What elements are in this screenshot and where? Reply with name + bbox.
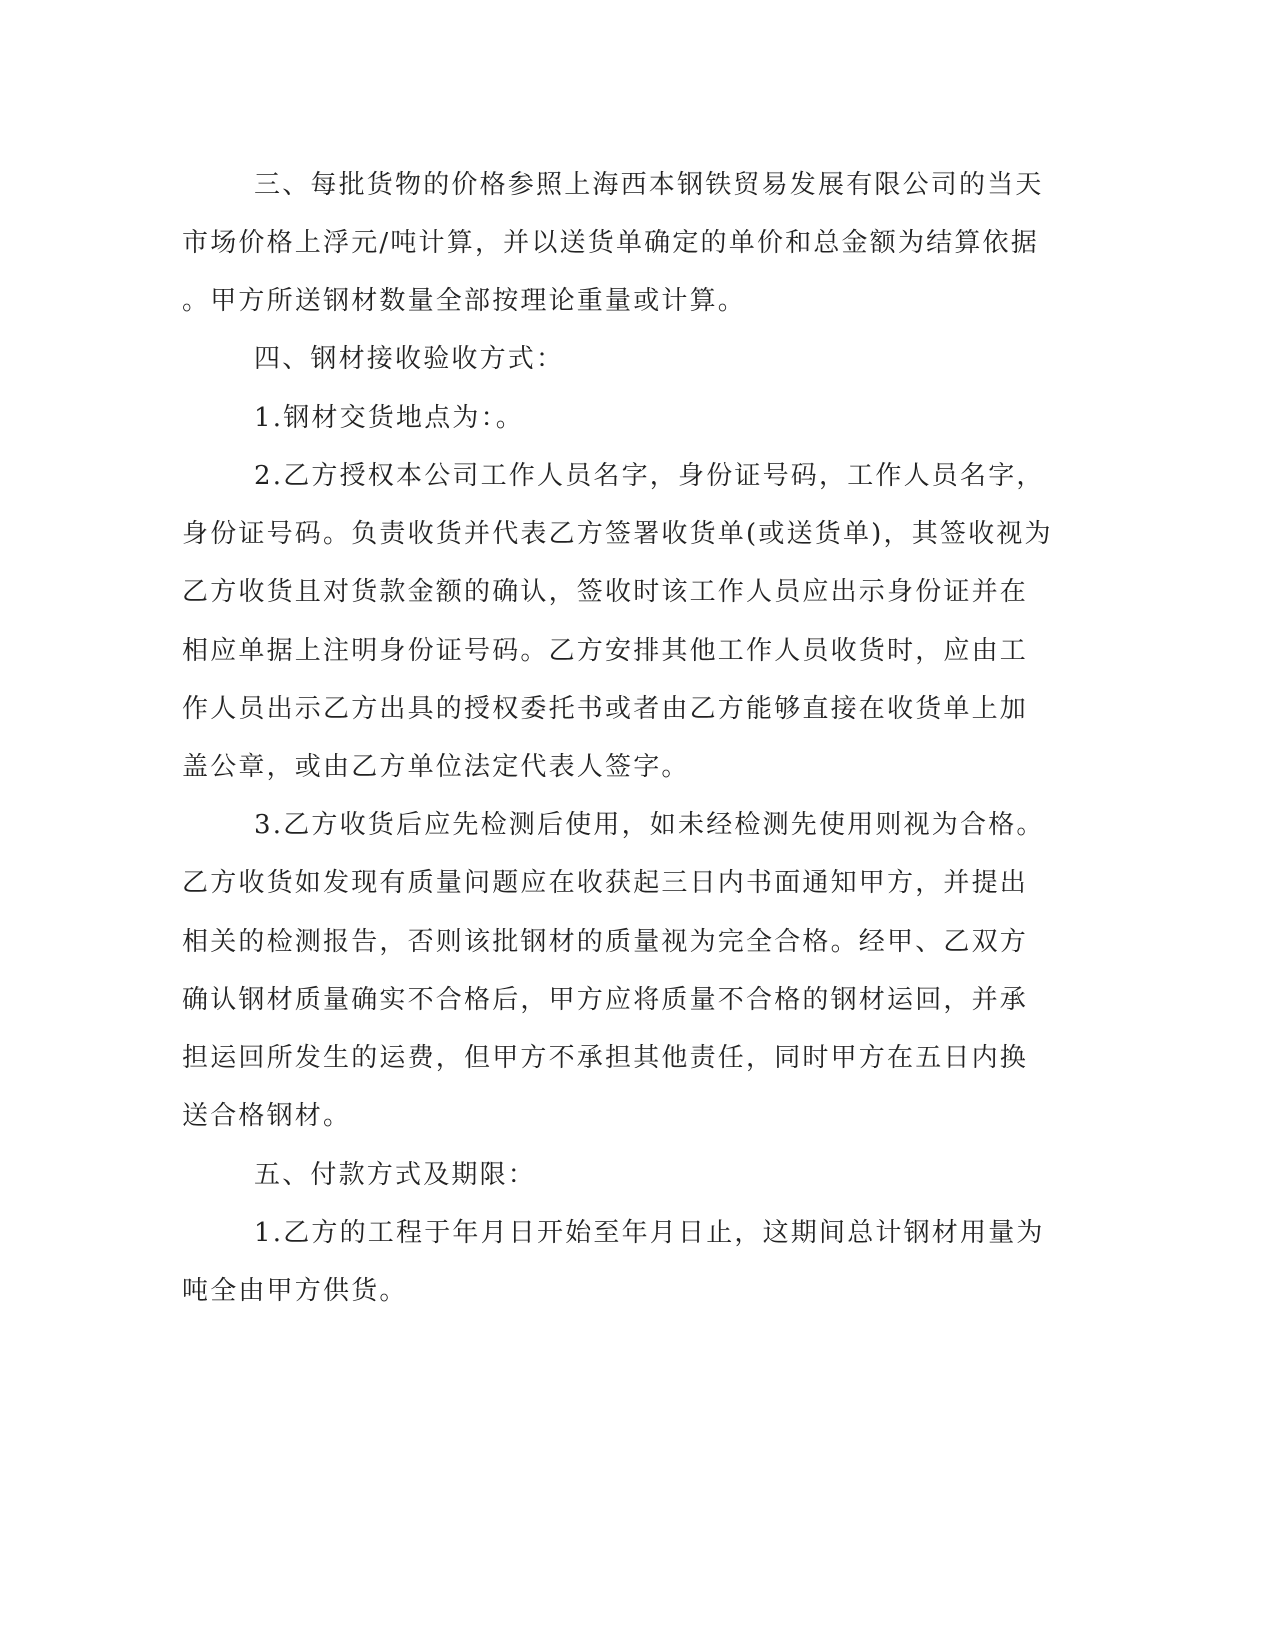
clause-4-item-3-line-1: 3.乙方收货后应先检测后使用，如未经检测先使用则视为合格。 — [254, 810, 1045, 840]
clause-5-item-1-line-1: 1.乙方的工程于年月日开始至年月日止，这期间总计钢材用量为 — [254, 1218, 1045, 1248]
clause-4-item-3-line-5: 担运回所发生的运费，但甲方不承担其他责任，同时甲方在五日内换 — [182, 1043, 1029, 1073]
clause-4-item-2-line-2: 身份证号码。负责收货并代表乙方签署收货单(或送货单)，其签收视为 — [182, 519, 1053, 549]
clause-4-item-1: 1.钢材交货地点为：。 — [254, 403, 525, 433]
clause-4-heading: 四、钢材接收验收方式： — [254, 344, 565, 374]
clause-5-item-1-line-2: 吨全由甲方供货。 — [182, 1276, 408, 1306]
clause-4-item-2-line-5: 作人员出示乙方出具的授权委托书或者由乙方能够直接在收货单上加 — [182, 694, 1029, 724]
clause-4-item-2-line-3: 乙方收货且对货款金额的确认，签收时该工作人员应出示身份证并在 — [182, 577, 1029, 607]
clause-3-price-line-1: 三、每批货物的价格参照上海西本钢铁贸易发展有限公司的当天 — [254, 170, 1044, 200]
clause-4-item-2-line-4: 相应单据上注明身份证号码。乙方安排其他工作人员收货时，应由工 — [182, 636, 1029, 666]
clause-4-item-3-line-6: 送合格钢材。 — [182, 1101, 352, 1131]
clause-4-item-3-line-4: 确认钢材质量确实不合格后，甲方应将质量不合格的钢材运回，并承 — [182, 985, 1029, 1015]
clause-3-price-line-3: 。甲方所送钢材数量全部按理论重量或计算。 — [182, 286, 747, 316]
clause-4-item-3-line-3: 相关的检测报告，否则该批钢材的质量视为完全合格。经甲、乙双方 — [182, 927, 1029, 957]
clause-4-item-2-line-1: 2.乙方授权本公司工作人员名字，身份证号码，工作人员名字， — [254, 461, 1045, 491]
clause-5-heading: 五、付款方式及期限： — [254, 1160, 537, 1190]
clause-3-price-line-2: 市场价格上浮元/吨计算，并以送货单确定的单价和总金额为结算依据 — [182, 228, 1039, 258]
clause-4-item-2-line-6: 盖公章，或由乙方单位法定代表人签字。 — [182, 752, 690, 782]
clause-4-item-3-line-2: 乙方收货如发现有质量问题应在收获起三日内书面通知甲方，并提出 — [182, 868, 1029, 898]
